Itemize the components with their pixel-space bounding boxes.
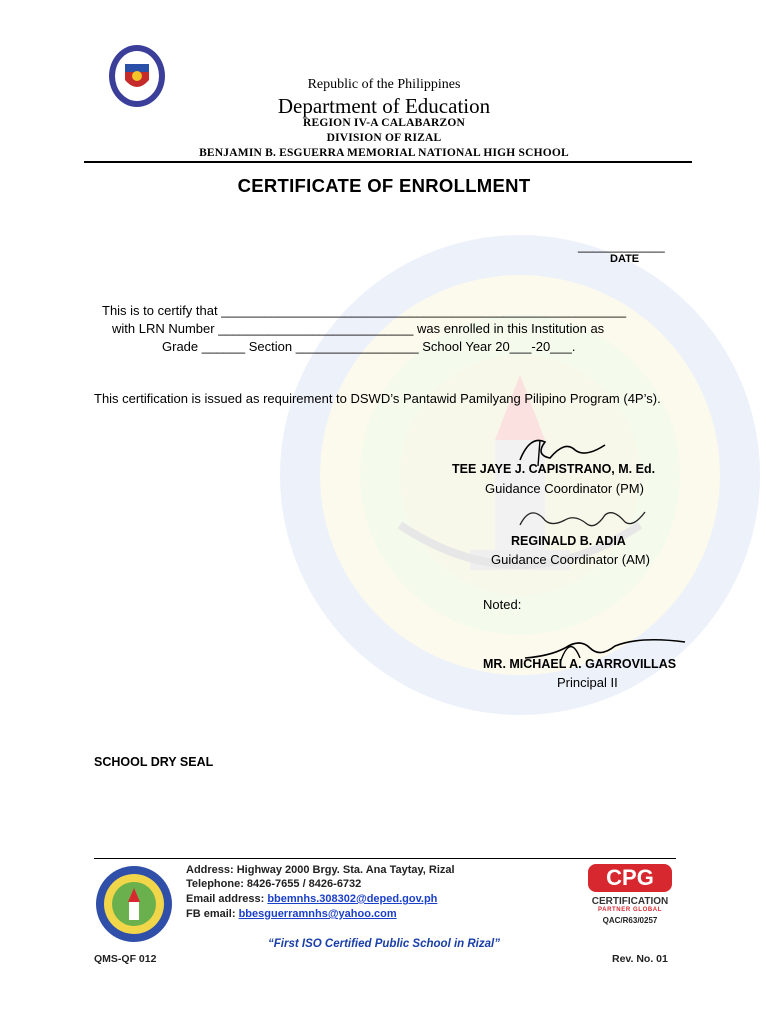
body-line-3: Grade ______ Section _________________ School Year 20___-20___.	[162, 339, 576, 354]
principal-role: Principal II	[557, 675, 618, 690]
republic-heading: Republic of the Philippines	[307, 77, 461, 92]
certificate-title: CERTIFICATE OF ENROLLMENT	[237, 175, 531, 196]
signatory-1-name: TEE JAYE J. CAPISTRANO, M. Ed.	[452, 462, 656, 476]
signatory-2-role: Guidance Coordinator (AM)	[491, 552, 650, 567]
department-heading: Department of Education	[277, 94, 491, 118]
signatory-2-name: REGINALD B. ADIA	[511, 534, 626, 548]
body-line-2: with LRN Number ___________________________ was enrolled in this Institution as	[112, 321, 605, 336]
revision-number: Rev. No. 01	[612, 953, 668, 965]
footer-address: Address: Highway 2000 Brgy. Sta. Ana Taytay, Rizal	[186, 864, 455, 876]
header-divider	[84, 161, 692, 163]
cpg-logo: CPG	[588, 864, 672, 892]
cpg-code: QAC/R63/0257	[602, 916, 658, 925]
footer-email-row	[186, 893, 437, 905]
noted-label: Noted:	[483, 597, 522, 612]
date-label: DATE	[610, 253, 640, 265]
footer-divider	[94, 858, 676, 859]
signatory-1-role: Guidance Coordinator (PM)	[485, 481, 644, 496]
footer-email-link[interactable]: bbemnhs.308302@deped.gov.ph	[267, 893, 438, 905]
signature-adia	[515, 500, 655, 535]
dry-seal-label: SCHOOL DRY SEAL	[94, 755, 214, 769]
division-heading: DIVISION OF RIZAL	[326, 132, 442, 144]
cpg-certification-text: CERTIFICATION	[591, 896, 669, 907]
school-logo	[94, 864, 174, 944]
footer-email-label: Email address:	[186, 893, 268, 905]
footer-tagline: “First ISO Certified Public School in Rizal”	[268, 938, 500, 950]
date-blank: ____________	[578, 238, 665, 253]
form-code: QMS-QF 012	[94, 953, 157, 965]
cpg-certification-badge	[584, 864, 676, 934]
region-heading: REGION IV-A CALABARZON	[302, 117, 465, 129]
footer-fb-label: FB email:	[186, 908, 239, 920]
footer-fb-link[interactable]: bbesguerramnhs@yahoo.com	[238, 908, 397, 920]
purpose-statement: This certification is issued as requirement to DSWD’s Pantawid Pamilyang Pilipino Program (4P’s).	[94, 391, 661, 406]
footer-telephone: Telephone: 8426-7655 / 8426-6732	[186, 878, 362, 890]
principal-name: MR. MICHAEL A. GARROVILLAS	[483, 657, 677, 671]
footer-fb-row	[186, 908, 397, 920]
cpg-partner-text: PARTNER GLOBAL	[598, 907, 662, 913]
body-line-1: This is to certify that ________________________________________________________	[102, 303, 627, 318]
school-heading: BENJAMIN B. ESGUERRA MEMORIAL NATIONAL HIGH SCHOOL	[199, 147, 569, 159]
